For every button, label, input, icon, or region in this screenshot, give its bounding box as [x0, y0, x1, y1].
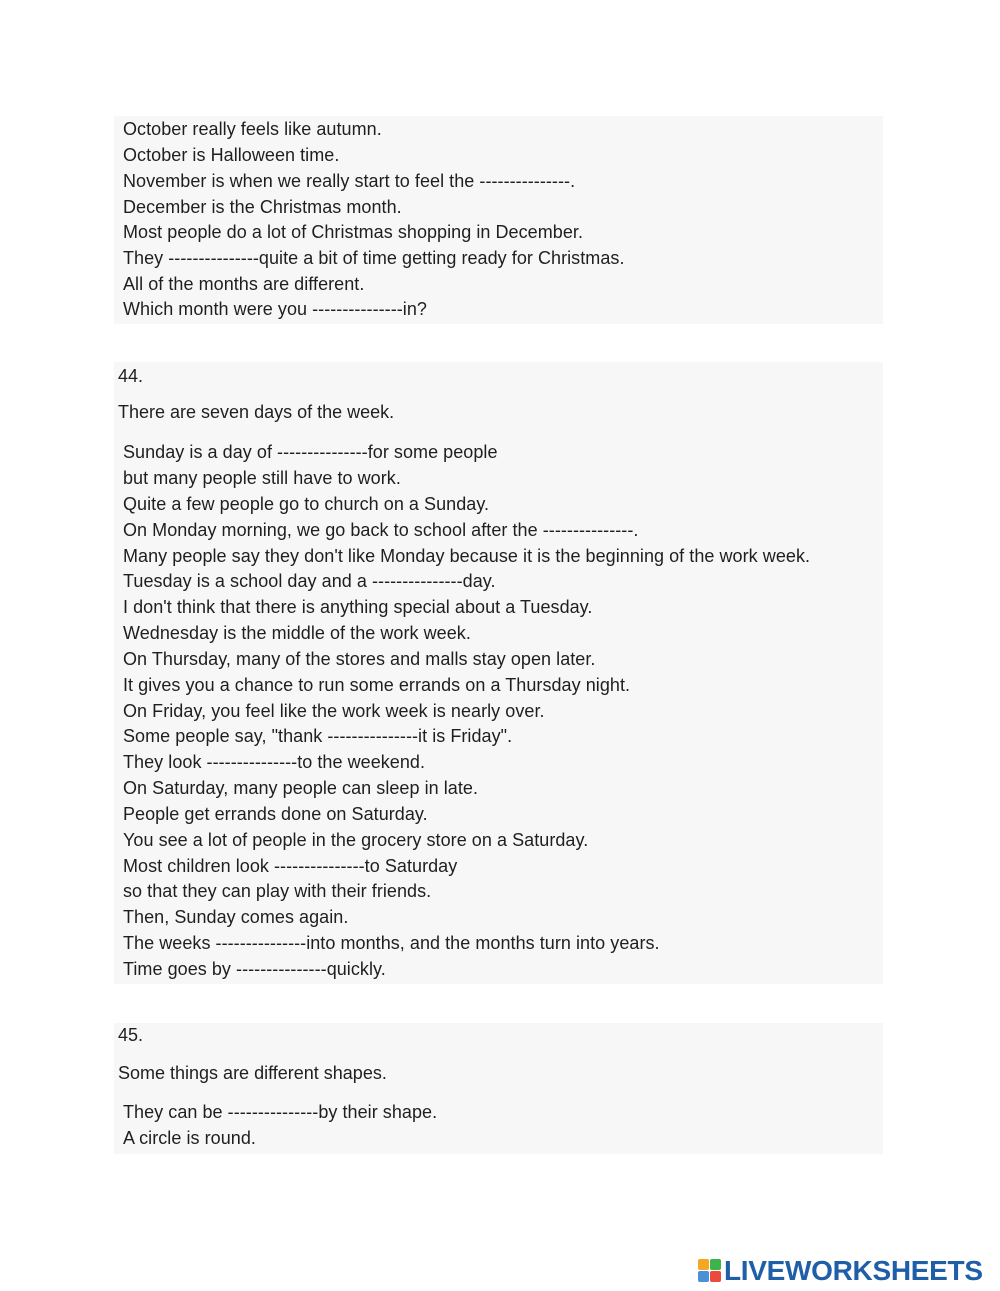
- text-line: Wednesday is the middle of the work week.: [123, 623, 471, 643]
- text-line: Time goes by ---------------quickly.: [123, 959, 386, 979]
- text-line: December is the Christmas month.: [123, 197, 402, 217]
- text-line: so that they can play with their friends.: [123, 881, 432, 901]
- text-line: All of the months are different.: [123, 274, 365, 294]
- question-intro: There are seven days of the week.: [118, 402, 395, 422]
- text-line: I don't think that there is anything special about a Tuesday.: [123, 597, 593, 617]
- text-line: Most children look ---------------to Saturday: [123, 856, 458, 876]
- liveworksheets-logo: [698, 1255, 983, 1286]
- text-line: A circle is round.: [123, 1128, 256, 1148]
- text-line: On Friday, you feel like the work week is nearly over.: [123, 701, 545, 721]
- text-line: Many people say they don't like Monday because it is the beginning of the work week.: [123, 546, 811, 566]
- question-number: 44.: [118, 366, 144, 386]
- text-line: Sunday is a day of ---------------for some people: [123, 442, 498, 462]
- text-line: Quite a few people go to church on a Sunday.: [123, 494, 490, 514]
- text-line: They look ---------------to the weekend.: [123, 752, 426, 772]
- text-line: Most people do a lot of Christmas shopping in December.: [123, 222, 583, 242]
- text-line: On Saturday, many people can sleep in late.: [123, 778, 479, 798]
- text-line: Then, Sunday comes again.: [123, 907, 349, 927]
- text-line: Which month were you ---------------in?: [123, 299, 427, 319]
- text-line: It gives you a chance to run some errands on a Thursday night.: [123, 675, 631, 695]
- question-intro: Some things are different shapes.: [118, 1063, 387, 1083]
- text-line: They ---------------quite a bit of time getting ready for Christmas.: [123, 248, 625, 268]
- exercise-44-text-block: [114, 362, 883, 984]
- text-line: Tuesday is a school day and a ---------------day.: [123, 571, 496, 591]
- text-line: October is Halloween time.: [123, 145, 340, 165]
- text-line: They can be ---------------by their shape.: [123, 1102, 438, 1122]
- question-number: 45.: [118, 1025, 144, 1045]
- text-line: October really feels like autumn.: [123, 119, 382, 139]
- text-line: You see a lot of people in the grocery store on a Saturday.: [123, 830, 589, 850]
- text-line: People get errands done on Saturday.: [123, 804, 428, 824]
- liveworksheets-wordmark: LIVEWORKSHEETS: [724, 1255, 983, 1286]
- exercise-45-text-block: [114, 1023, 883, 1154]
- text-line: November is when we really start to feel the ---------------.: [123, 171, 576, 191]
- text-line: but many people still have to work.: [123, 468, 401, 488]
- text-line: On Monday morning, we go back to school after the ---------------.: [123, 520, 639, 540]
- text-line: The weeks ---------------into months, and the months turn into years.: [123, 933, 660, 953]
- exercise-43-text-block: [114, 116, 883, 324]
- text-line: On Thursday, many of the stores and malls stay open later.: [123, 649, 596, 669]
- liveworksheets-logo-icon: [698, 1259, 722, 1283]
- text-line: Some people say, "thank ---------------it is Friday".: [123, 726, 513, 746]
